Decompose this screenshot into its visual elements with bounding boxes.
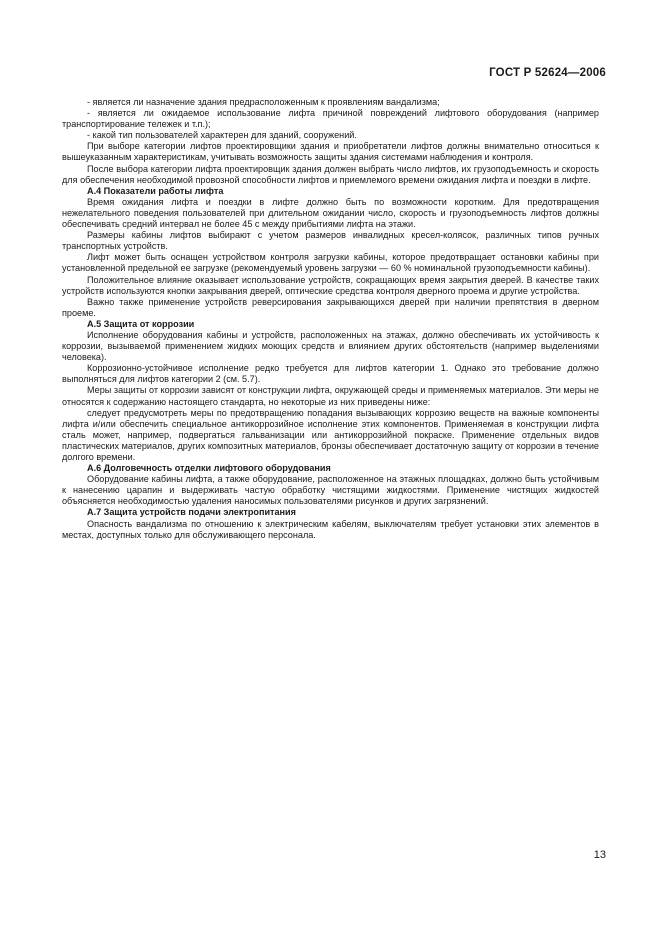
section-heading: А.4 Показатели работы лифта [87, 185, 224, 196]
paragraph: При выборе категории лифтов проектировщики здания и приобретатели лифтов должны внимательно относиться к вышеуказанным характеристикам, учитывать возможность защиты здания системами наблюдения и контроля. [62, 141, 599, 163]
page-number: 13 [593, 849, 606, 861]
paragraph: Положительное влияние оказывает использование устройств, сокращающих время закрытия дверей. В качестве таких устройств используются кнопки закрывания дверей, оптические средства контроля дверного проема и другие устройства. [62, 274, 599, 296]
section-heading: А.7 Защита устройств подачи электропитания [87, 507, 296, 518]
paragraph: - какой тип пользователей характерен для зданий, сооружений. [87, 130, 357, 141]
paragraph: Время ожидания лифта и поездки в лифте должно быть по возможности коротким. Для предотвращения нежелательного поведения пользователей при длительном ожидании число, скорость и грузоподъемность лифтов должны обеспечивать средний интервал не более 45 с между прибытиями лифта на этажи. [62, 196, 599, 230]
paragraph: следует предусмотреть меры по предотвращению попадания вызывающих коррозию веществ на важные компоненты лифта и/или обеспечить специальное антикоррозийное исполнение этих компонентов. Применяемая в конструкции лифта сталь может, например, подвергаться гальванизации или антикоррозийной покраске. Применение отдельных видов пластических материалов, других композитных материалов, бронзы обеспечивает достаточную защиту от коррозии в течение долгого времени. [62, 407, 599, 462]
paragraph: Исполнение оборудования кабины и устройств, расположенных на этажах, должно обеспечивать их устойчивость к коррозии, вызываемой применением жидких моющих средств и влиянием других обстоятельств (например выделениями человека). [62, 329, 599, 363]
paragraph: Меры защиты от коррозии зависят от конструкции лифта, окружающей среды и применяемых материалов. Эти меры не относятся к содержанию настоящего стандарта, но некоторые из них приведены ниже: [62, 385, 599, 407]
document-header: ГОСТ Р 52624—2006 [489, 67, 606, 79]
paragraph: Оборудование кабины лифта, а также оборудование, расположенное на этажных площадках, должно быть устойчивым к нанесению царапин и выдерживать частую обработку чистящими жидкостями. Применение чистящих жидкостей объясняется необходимостью удаления наносимых пользователями рисунков и других загрязнений. [62, 474, 599, 507]
paragraph: Коррозионно-устойчивое исполнение редко требуется для лифтов категории 1. Однако это требование должно выполняться для лифтов категории 2 (см. 5.7). [62, 363, 599, 385]
paragraph: Важно также применение устройств реверсирования закрывающихся дверей при наличии препятствия в дверном проеме. [62, 296, 599, 318]
section-heading: А.6 Долговечность отделки лифтового оборудования [87, 463, 331, 474]
paragraph: Лифт может быть оснащен устройством контроля загрузки кабины, которое предотвращает остановки кабины при установленной предельной ее загрузке (рекомендуемый уровень загрузки — 60 % номинальной грузоподъемности кабины). [62, 252, 599, 274]
paragraph: Размеры кабины лифтов выбирают с учетом размеров инвалидных кресел-колясок, различных типов ручных транспортных устройств. [62, 230, 599, 252]
section-heading: А.5 Защита от коррозии [87, 318, 195, 329]
paragraph: Опасность вандализма по отношению к электрическим кабелям, выключателям требует установки этих элементов в местах, доступных только для обслуживающего персонала. [62, 518, 599, 540]
paragraph: - является ли ожидаемое использование лифта причиной повреждений лифтового оборудования (например транспортирование тележек и т.п.); [62, 108, 599, 130]
paragraph: - является ли назначение здания предрасположенным к проявлениям вандализма; [87, 97, 440, 107]
paragraph: После выбора категории лифта проектировщик здания должен выбрать число лифтов, их грузоподъемность и скорость для обеспечения необходимой провозной способности лифтов и приемлемого времени ожидания лифта и поездки в лифте. [62, 163, 599, 185]
document-body [62, 97, 599, 541]
